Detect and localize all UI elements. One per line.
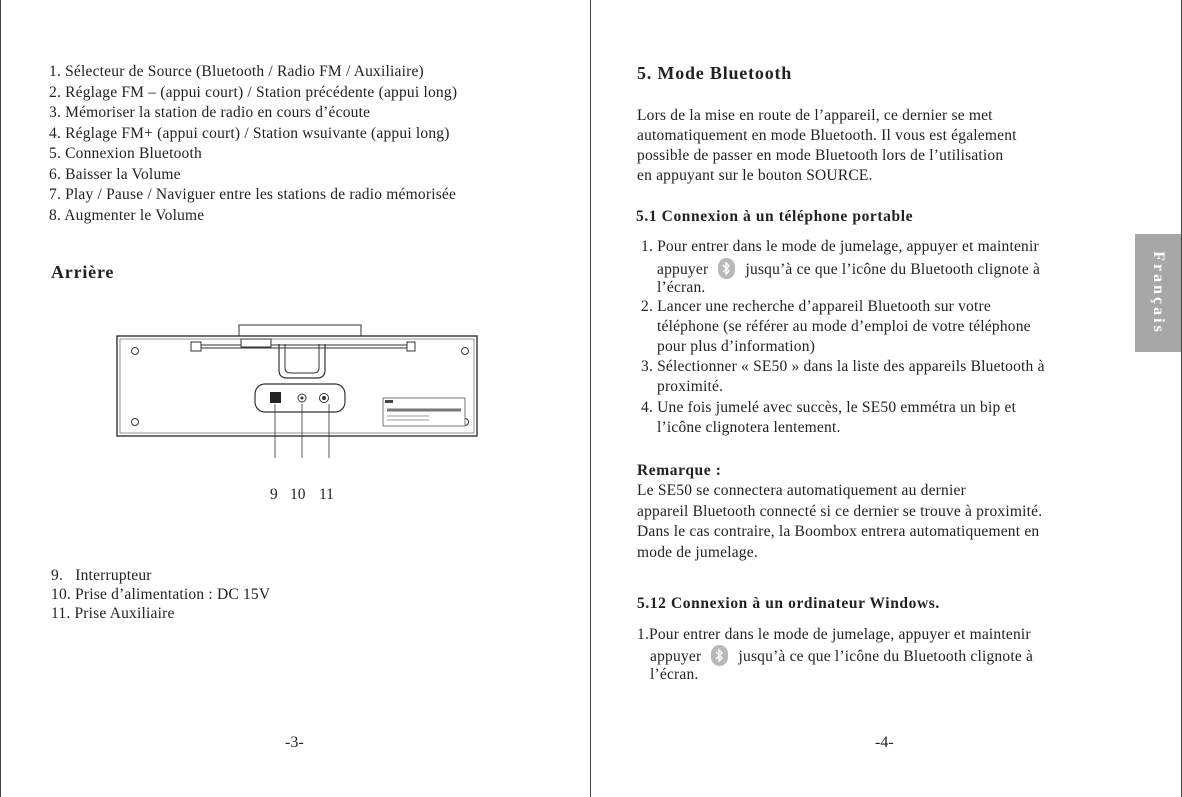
bluetooth-icon-2: [711, 645, 728, 666]
callout-11: 11: [319, 486, 334, 503]
control-item-3: 3. Mémoriser la station de radio en cours d’écoute: [49, 104, 371, 121]
page-number-right: -4-: [875, 734, 894, 751]
phone-step-4: 4. Une fois jumelé avec succès, le SE50 emmétra un bip et: [641, 399, 1017, 416]
press-until-text-2: jusqu’à ce que l’icône du Bluetooth clignote à: [738, 648, 1034, 665]
language-tab: [1135, 234, 1181, 352]
rear-panel-diagram: [111, 320, 483, 490]
press-until-text: jusqu’à ce que l’icône du Bluetooth clignote à: [745, 261, 1041, 278]
control-item-7: 7. Play / Pause / Naviguer entre les stations de radio mémorisée: [49, 186, 457, 203]
phone-step-2-cont: téléphone (se référer au mode d’emploi de votre téléphone: [657, 318, 1031, 335]
press-label: appuyer: [657, 261, 709, 278]
right-page: [591, 0, 1182, 797]
bluetooth-icon: [718, 258, 735, 279]
subsection-title-windows: 5.12 Connexion à un ordinateur Windows.: [637, 595, 940, 612]
rear-item-9: 9. Interrupteur: [51, 567, 152, 584]
callout-9: 9: [270, 486, 278, 503]
control-item-6: 6. Baisser la Volume: [49, 166, 181, 183]
phone-step-2-end: pour plus d’information): [657, 338, 816, 355]
subsection-title-phone: 5.1 Connexion à un téléphone portable: [636, 208, 914, 225]
phone-step-1-cont: [657, 258, 1040, 280]
control-item-4: 4. Réglage FM+ (appui court) / Station wsuivante (appui long): [49, 125, 450, 142]
phone-step-3: 3. Sélectionner « SE50 » dans la liste des appareils Bluetooth à: [641, 358, 1045, 375]
rear-item-10: 10. Prise d’alimentation : DC 15V: [51, 586, 271, 603]
remark-line-3: Dans le cas contraire, la Boombox entrera automatiquement en: [637, 523, 1040, 540]
phone-step-4-end: l’icône clignotera lentement.: [657, 419, 841, 436]
control-item-2: 2. Réglage FM – (appui court) / Station précédente (appui long): [49, 84, 458, 101]
callout-10: 10: [290, 486, 306, 503]
remark-title: Remarque :: [637, 462, 722, 479]
page-number-left: -3-: [285, 734, 304, 751]
intro-line-4: en appuyant sur le bouton SOURCE.: [637, 167, 873, 184]
remark-line-1: Le SE50 se connectera automatiquement au dernier: [637, 482, 966, 499]
language-tab-label: Français: [1150, 251, 1168, 335]
section-title: 5. Mode Bluetooth: [637, 63, 793, 83]
intro-line-3: possible de passer en mode Bluetooth lors de l’utilisation: [637, 147, 1004, 164]
press-label-2: appuyer: [650, 648, 702, 665]
remark-line-2: appareil Bluetooth connecté si ce dernier se trouve à proximité.: [637, 503, 1043, 520]
windows-step-1: 1.Pour entrer dans le mode de jumelage, appuyer et maintenir: [637, 626, 1031, 643]
phone-step-2: 2. Lancer une recherche d’appareil Bluetooth sur votre: [641, 298, 991, 315]
windows-step-1-end: l’écran.: [650, 666, 699, 683]
rear-item-11: 11. Prise Auxiliaire: [51, 605, 175, 622]
windows-step-1-cont: [650, 645, 1033, 667]
control-item-5: 5. Connexion Bluetooth: [49, 145, 202, 162]
control-item-1: 1. Sélecteur de Source (Bluetooth / Radio FM / Auxiliaire): [49, 63, 424, 80]
phone-step-1-end: l’écran.: [657, 279, 706, 296]
rear-heading: Arrière: [51, 262, 115, 282]
phone-step-1: 1. Pour entrer dans le mode de jumelage, appuyer et maintenir: [641, 238, 1039, 255]
intro-line-1: Lors de la mise en route de l’appareil, ce dernier se met: [637, 107, 993, 124]
intro-line-2: automatiquement en mode Bluetooth. Il vous est également: [637, 127, 1017, 144]
remark-line-4: mode de jumelage.: [637, 544, 758, 561]
control-item-8: 8. Augmenter le Volume: [49, 207, 205, 224]
phone-step-3-end: proximité.: [657, 378, 724, 395]
